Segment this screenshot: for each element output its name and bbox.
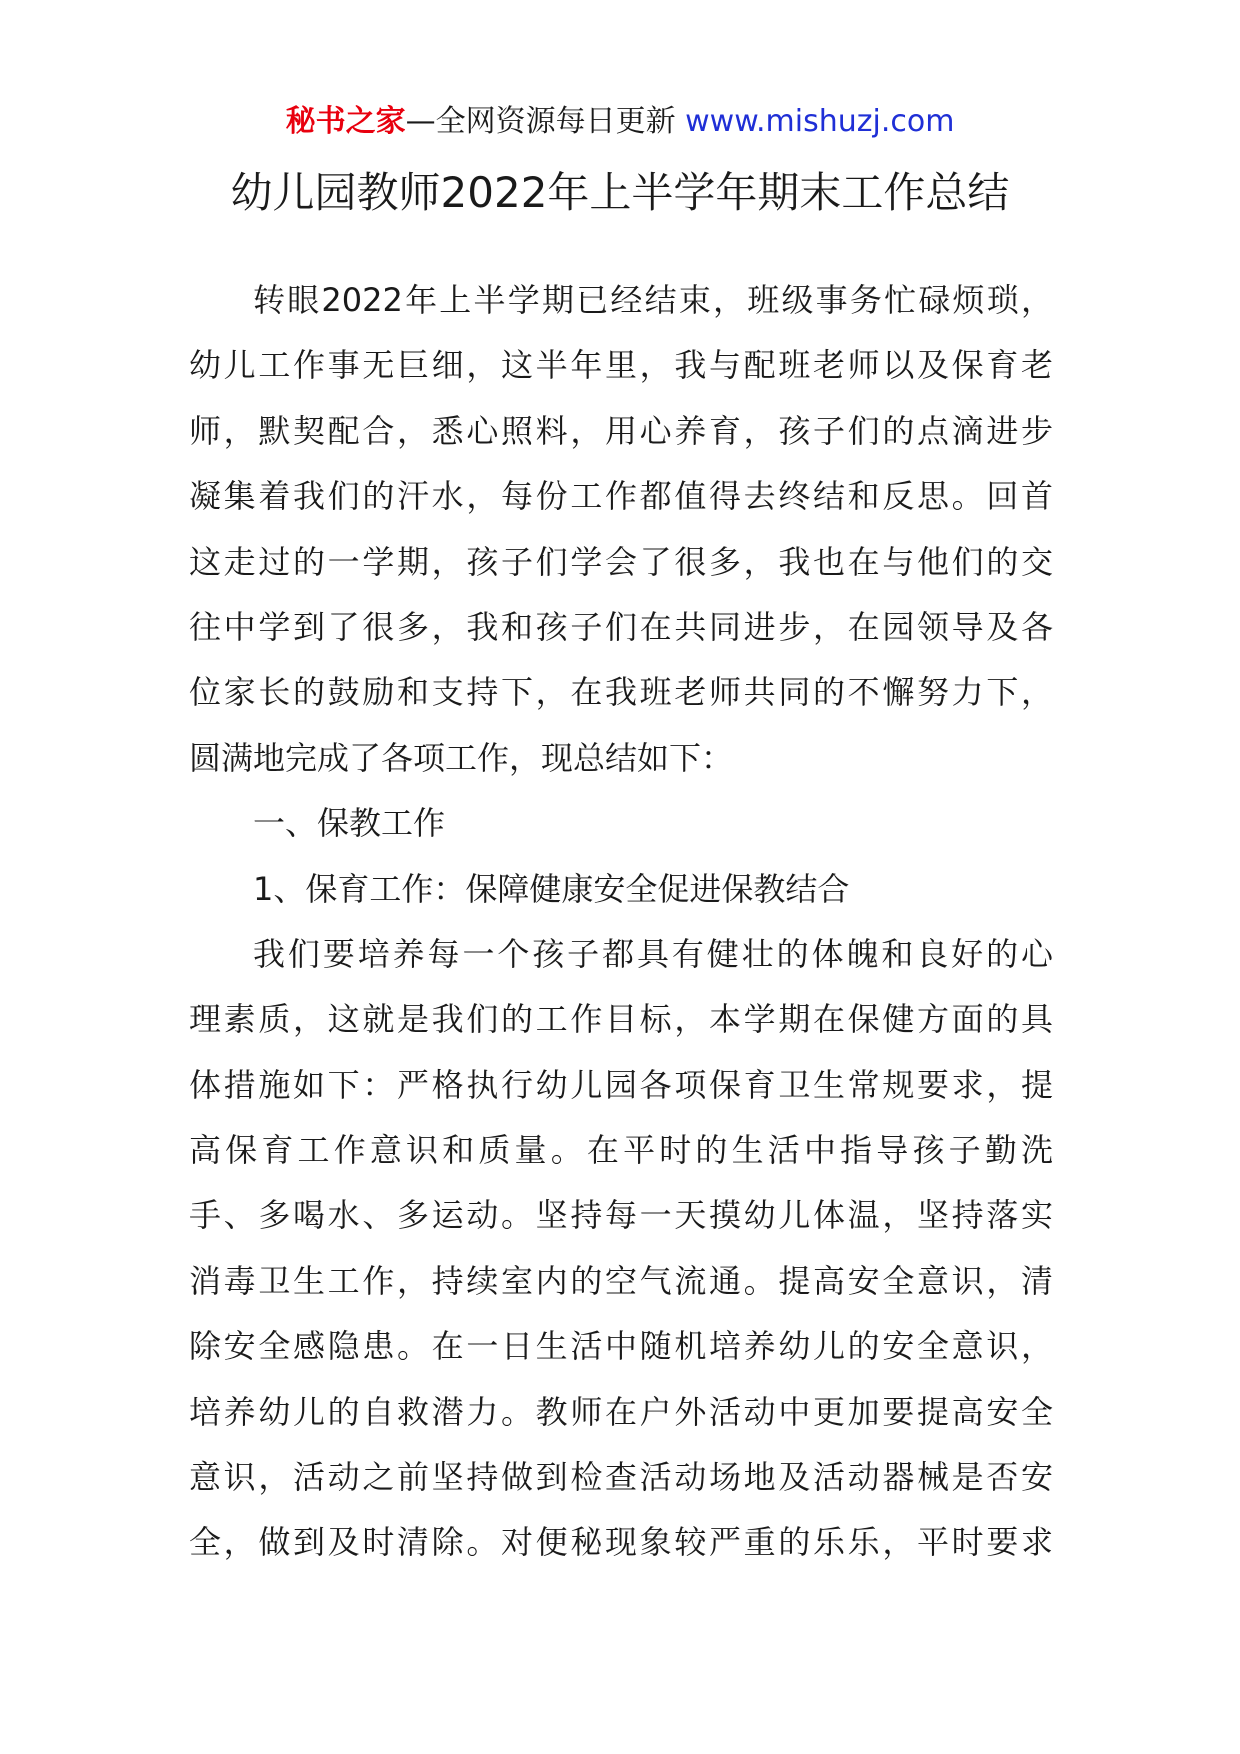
section-heading: 一、保教工作 — [253, 804, 446, 843]
paragraph-line: 全，做到及时清除。对便秘现象较严重的乐乐，平时要求 — [189, 1523, 1053, 1562]
paragraph-line: 圆满地完成了各项工作，现总结如下： — [189, 738, 734, 777]
paragraph-line: 幼儿工作事无巨细，这半年里，我与配班老师以及保育老 — [189, 346, 1053, 385]
paragraph-line: 往中学到了很多，我和孩子们在共同进步，在园领导及各 — [189, 607, 1053, 646]
paragraph-line: 位家长的鼓励和支持下，在我班老师共同的不懈努力下， — [189, 673, 1053, 712]
paragraph-line: 消毒卫生工作，持续室内的空气流通。提高安全意识，清 — [189, 1261, 1053, 1300]
paragraph-line: 凝集着我们的汗水，每份工作都值得去终结和反思。回首 — [189, 477, 1053, 516]
document-body — [189, 268, 1053, 1576]
site-url-link[interactable]: www.mishuzj.com — [685, 104, 955, 139]
document-title: 幼儿园教师2022年上半学年期末工作总结 — [230, 168, 1010, 217]
subsection-heading: 1、保育工作：保障健康安全促进保教结合 — [253, 869, 850, 908]
paragraph-line: 这走过的一学期，孩子们学会了很多，我也在与他们的交 — [189, 542, 1053, 581]
paragraph-line: 除安全感隐患。在一日生活中随机培养幼儿的安全意识， — [189, 1327, 1053, 1366]
paragraph-line: 转眼2022年上半学期已经结束，班级事务忙碌烦琐， — [253, 281, 1053, 319]
site-header — [0, 100, 1240, 144]
paragraph-line: 师，默契配合，悉心照料，用心养育，孩子们的点滴进步 — [189, 411, 1053, 450]
header-tagline: —全网资源每日更新 — [405, 104, 676, 139]
paragraph-line: 体措施如下：严格执行幼儿园各项保育卫生常规要求，提 — [189, 1065, 1053, 1104]
paragraph-line: 培养幼儿的自救潜力。教师在户外活动中更加要提高安全 — [189, 1392, 1053, 1431]
paragraph-line: 高保育工作意识和质量。在平时的生活中指导孩子勤洗 — [189, 1131, 1053, 1170]
paragraph-line: 理素质，这就是我们的工作目标，本学期在保健方面的具 — [189, 1000, 1053, 1039]
paragraph-line: 意识，活动之前坚持做到检查活动场地及活动器械是否安 — [189, 1458, 1053, 1497]
brand-name: 秘书之家 — [285, 104, 406, 139]
paragraph-line: 我们要培养每一个孩子都具有健壮的体魄和良好的心 — [253, 934, 1053, 973]
paragraph-line: 手、多喝水、多运动。坚持每一天摸幼儿体温，坚持落实 — [189, 1196, 1053, 1235]
